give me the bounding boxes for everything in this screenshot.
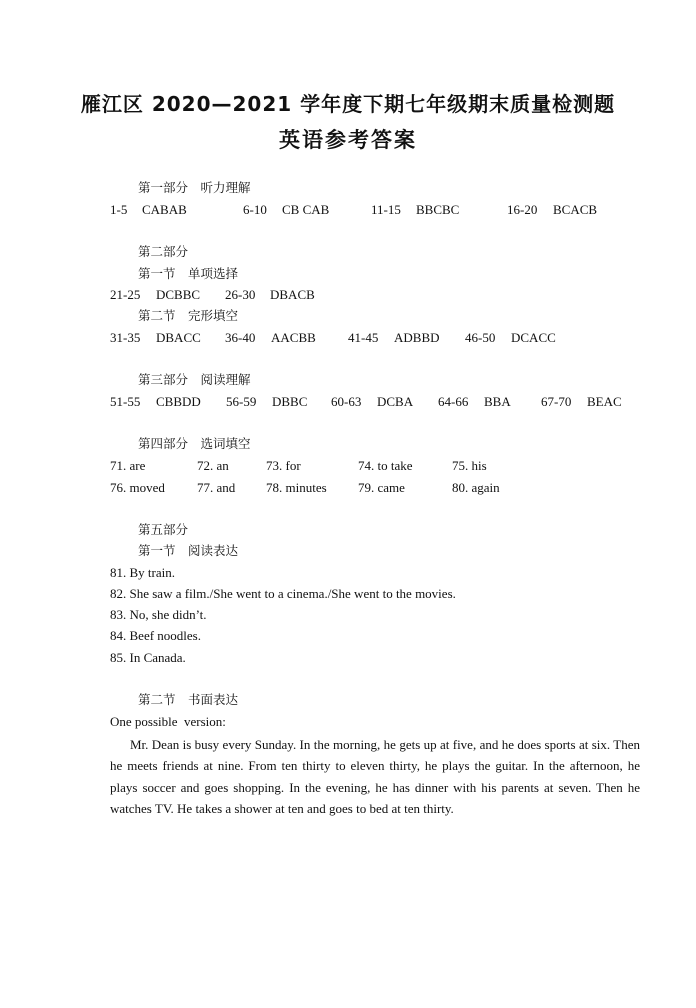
answer-key: DCBA — [377, 394, 414, 409]
answer-key-title: 英语参考答案 — [279, 128, 417, 152]
answer-key: DCBBC — [156, 287, 201, 302]
answer-key: BBCBC — [416, 202, 460, 217]
part2-section2-heading: 第二节 完形填空 — [138, 308, 239, 323]
answer-key: DBACC — [156, 330, 201, 345]
part4-row1 — [110, 458, 630, 474]
fill-answer: 74. to take — [358, 458, 413, 473]
answer-range: 36-40 — [225, 330, 256, 345]
fill-answer: 78. minutes — [266, 480, 327, 495]
part1-answers — [110, 202, 630, 218]
sample-essay: Mr. Dean is busy every Sunday. In the morning, he gets up at five, and he does sports at six. Then he meets friends at nine. From ten thirty to eleven thirty, he plays the guitar. In the afternoon, he plays soccer and goes shopping. In the evening, he has dinner with his parents at seven. Then he watches TV. He takes a shower at ten and goes to bed at ten thirty. — [110, 737, 640, 816]
answer-key: BBA — [484, 394, 511, 409]
answer-key: BEAC — [587, 394, 622, 409]
answer-key: CBBDD — [156, 394, 201, 409]
answer-key: DBACB — [270, 287, 315, 302]
answer-range: 21-25 — [110, 287, 141, 302]
answer-range: 60-63 — [331, 394, 362, 409]
answer-key: DBBC — [272, 394, 308, 409]
part3-answers — [110, 394, 630, 410]
fill-answer: 71. are — [110, 458, 146, 473]
part2-heading: 第二部分 — [138, 244, 189, 259]
answer-key: BCACB — [553, 202, 598, 217]
answer-range: 26-30 — [225, 287, 256, 302]
part2-section2-answers — [110, 330, 630, 346]
reading-answer: 85. In Canada. — [110, 650, 186, 665]
answer-key: ADBBD — [394, 330, 440, 345]
fill-answer: 75. his — [452, 458, 487, 473]
fill-answer: 79. came — [358, 480, 405, 495]
answer-range: 1-5 — [110, 202, 128, 217]
reading-answer: 82. She saw a film./She went to a cinema./She went to the movies. — [110, 586, 456, 601]
answer-range: 51-55 — [110, 394, 141, 409]
reading-answer: 83. No, she didn’t. — [110, 607, 207, 622]
part5-section2-heading: 第二节 书面表达 — [138, 692, 239, 707]
answer-range: 16-20 — [507, 202, 538, 217]
fill-answer: 76. moved — [110, 480, 165, 495]
part3-heading: 第三部分 阅读理解 — [138, 372, 251, 387]
reading-answer: 81. By train. — [110, 565, 175, 580]
part2-section1-answers — [110, 287, 630, 303]
answer-key: AACBB — [271, 330, 316, 345]
fill-answer: 80. again — [452, 480, 500, 495]
reading-answer: 84. Beef noodles. — [110, 628, 201, 643]
answer-range: 41-45 — [348, 330, 379, 345]
part5-heading: 第五部分 — [138, 522, 189, 537]
answer-range: 11-15 — [371, 202, 401, 217]
answer-range: 64-66 — [438, 394, 469, 409]
answer-key: CABAB — [142, 202, 187, 217]
part5-section1-heading: 第一节 阅读表达 — [138, 543, 239, 558]
answer-range: 56-59 — [226, 394, 257, 409]
answer-key: CB CAB — [282, 202, 330, 217]
answer-range: 67-70 — [541, 394, 572, 409]
version-label: One possible version: — [110, 714, 226, 729]
exam-title: 雁江区 2020—2021 学年度下期七年级期末质量检测题 — [80, 92, 616, 116]
part1-heading: 第一部分 听力理解 — [138, 180, 251, 195]
answer-range: 46-50 — [465, 330, 496, 345]
fill-answer: 73. for — [266, 458, 301, 473]
part2-section1-heading: 第一节 单项选择 — [138, 266, 239, 281]
answer-range: 31-35 — [110, 330, 141, 345]
part4-heading: 第四部分 选词填空 — [138, 436, 251, 451]
fill-answer: 72. an — [197, 458, 229, 473]
part4-row2 — [110, 480, 630, 496]
fill-answer: 77. and — [197, 480, 236, 495]
answer-range: 6-10 — [243, 202, 267, 217]
answer-key: DCACC — [511, 330, 556, 345]
